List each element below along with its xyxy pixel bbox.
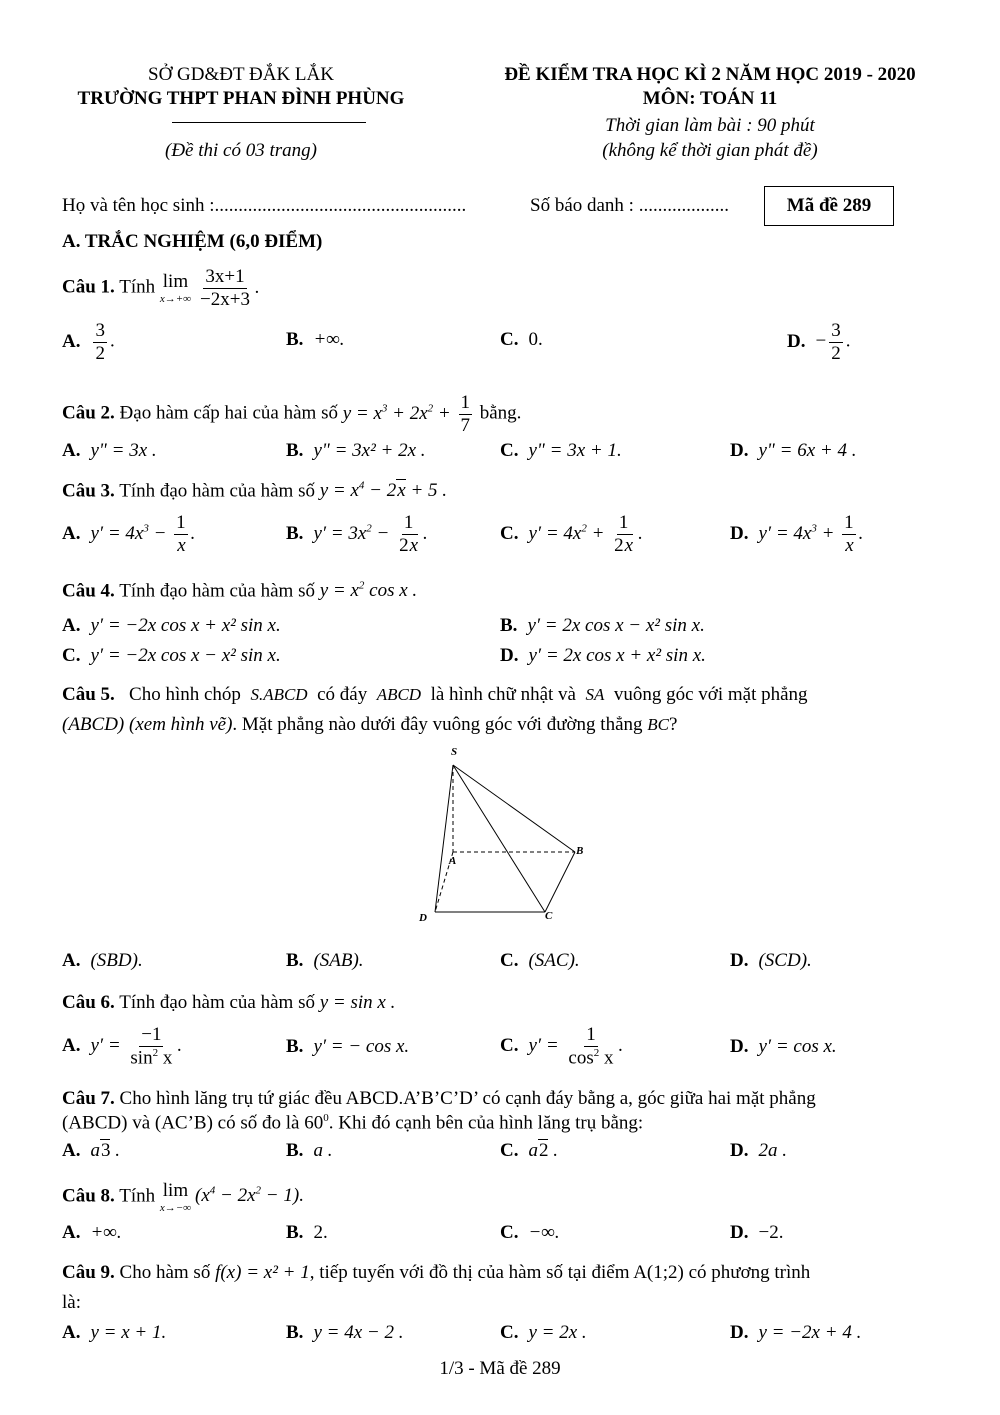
question-text: Tính — [119, 276, 156, 298]
question-7: Câu 7. Cho hình lăng trụ tứ giác đều ABCD.A’B’C’D’ có cạnh đáy bằng a, góc giữa hai mặt phẳng — [62, 1088, 816, 1109]
question-1 — [62, 266, 942, 311]
question-7-line2: (ABCD) và (AC’B) có số đo là $60^0$. Khi đó cạnh bên của hình lăng trụ bằng: — [62, 1112, 644, 1134]
q4-option-a[interactable]: A. y′ = −2x cos x + x² sin x. — [62, 615, 281, 636]
question-5: Câu 5. Cho hình chóp S.ABCD có đáy ABCD là hình chữ nhật và SA vuông góc với mặt phẳng — [62, 684, 808, 705]
q9-option-a[interactable]: A. y = x + 1. — [62, 1322, 167, 1343]
question-text: Tính đạo hàm của hàm số — [119, 992, 315, 1013]
exam-code-box — [764, 186, 894, 226]
q8-option-a[interactable]: A. +∞. — [62, 1222, 122, 1243]
function-expression: $y = x^4 - 2x + 5$ . — [319, 480, 448, 502]
page-footer: 1/3 - Mã đề 289 — [439, 1358, 561, 1379]
q2-option-a[interactable]: A. y" = 3x . — [62, 440, 157, 461]
q7-option-a[interactable]: A. a3 . — [62, 1140, 120, 1161]
question-label: Câu 4. — [62, 580, 115, 602]
exam-code: Mã đề 289 — [786, 194, 872, 216]
q8-option-d[interactable]: D. −2. — [730, 1222, 784, 1243]
question-5-line2: (ABCD) (xem hình vẽ). Mặt phẳng nào dưới đây vuông góc với đường thẳng BC? — [62, 714, 678, 735]
question-9: Câu 9. Cho hàm số f(x) = x² + 1, tiếp tuyến với đồ thị của hàm số tại điểm A(1;2) có phương trình — [62, 1262, 811, 1283]
function-expression: $y = x^3 + 2x^2$ + $\frac{1}{7}$ — [342, 392, 470, 436]
q6-option-a[interactable]: A. y′ = $\frac{-1}{\sin^2 x}$ . — [62, 1024, 183, 1069]
q4-option-b[interactable]: B. y′ = 2x cos x − x² sin x. — [500, 615, 705, 636]
question-label: Câu 6. — [62, 992, 115, 1013]
q8-option-c[interactable]: C. −∞. — [500, 1222, 560, 1243]
q9-option-b[interactable]: B. y = 4x − 2 . — [286, 1322, 404, 1343]
header-divider — [172, 122, 366, 123]
limit-expression: lim x→−∞ $(x^4 - 2x^2 - 1)$. — [159, 1180, 304, 1214]
fraction-numerator: 3x+1 — [205, 266, 245, 287]
department-name: SỞ GD&ĐT ĐẮK LẮK — [148, 64, 334, 85]
question-6 — [62, 992, 942, 1015]
q3-option-d[interactable]: D. $y' = 4x^3$ + $\frac{1}{x}$ . — [730, 512, 864, 556]
function-expression: $y = x^2$ cos x . — [319, 580, 418, 602]
question-label: Câu 3. — [62, 480, 115, 502]
question-text: Đạo hàm cấp hai của hàm số — [119, 402, 338, 424]
q3-option-c[interactable]: C. $y' = 4x^2$ + $\frac{1}{2x}$ . — [500, 512, 643, 556]
function-expression: y = sin x . — [319, 992, 396, 1013]
q7-option-b[interactable]: B. a . — [286, 1140, 333, 1161]
question-8 — [62, 1180, 942, 1214]
q3-option-a[interactable]: A. $y' = 4x^3$ − $\frac{1}{x}$ . — [62, 512, 196, 556]
edge-sc — [453, 765, 545, 912]
student-id-field[interactable]: Số báo danh : ................... — [530, 195, 729, 216]
edge-sd — [435, 765, 453, 912]
section-a-title: A. TRẮC NGHIỆM (6,0 ĐIỂM) — [62, 231, 323, 252]
question-text: Tính đạo hàm của hàm số — [119, 480, 315, 502]
function-expression: f(x) = x² + 1 — [215, 1262, 310, 1283]
question-3 — [62, 480, 942, 503]
limit-subscript: x→+∞ — [159, 293, 192, 306]
edge-cb — [545, 852, 575, 912]
question-9-line2: là: — [62, 1292, 81, 1313]
vertex-a-label: A — [449, 855, 457, 867]
q7-option-c[interactable]: C. a2 . — [500, 1140, 558, 1161]
question-4 — [62, 580, 942, 603]
limit-expression: lim x→+∞ $\frac{3x+1}{-2x+3}$ . — [159, 266, 260, 310]
q5-option-a[interactable]: A. (SBD). — [62, 950, 143, 971]
q1-option-b[interactable]: B. +∞. — [286, 329, 345, 350]
student-name-field[interactable]: Họ và tên học sinh :..................................................... — [62, 195, 467, 216]
q5-option-b[interactable]: B. (SAB). — [286, 950, 364, 971]
vertex-b-label: B — [576, 845, 584, 857]
question-label: Câu 8. — [62, 1185, 115, 1207]
q5-option-c[interactable]: C. (SAC). — [500, 950, 580, 971]
question-label: Câu 7. — [62, 1088, 115, 1109]
q4-option-d[interactable]: D. y′ = 2x cos x + x² sin x. — [500, 645, 706, 666]
question-label: Câu 2. — [62, 402, 115, 424]
exam-title: ĐỀ KIỂM TRA HỌC KÌ 2 NĂM HỌC 2019 - 2020 — [504, 64, 916, 85]
q8-option-b[interactable]: B. 2. — [286, 1222, 328, 1243]
vertex-c-label: C — [545, 910, 553, 922]
q4-option-c[interactable]: C. y′ = −2x cos x − x² sin x. — [62, 645, 281, 666]
q5-option-d[interactable]: D. (SCD). — [730, 950, 812, 971]
time-note: (không kể thời gian phát đề) — [602, 140, 818, 161]
q9-option-d[interactable]: D. y = −2x + 4 . — [730, 1322, 862, 1343]
question-label: Câu 1. — [62, 276, 115, 298]
q6-option-b[interactable]: B. y′ = − cos x. — [286, 1036, 410, 1057]
q6-option-d[interactable]: D. y′ = cos x. — [730, 1036, 837, 1057]
page-count-note: (Đề thi có 03 trang) — [165, 140, 317, 161]
q3-option-b[interactable]: B. $y' = 3x^2$ − $\frac{1}{2x}$ . — [286, 512, 428, 556]
question-tail: bằng. — [479, 402, 522, 424]
q1-option-a[interactable]: A. $\frac{3}{2}$ . — [62, 320, 115, 364]
q2-option-c[interactable]: C. y" = 3x + 1. — [500, 440, 622, 461]
vertex-d-label: D — [419, 912, 427, 924]
question-text: Tính — [119, 1185, 156, 1207]
q2-option-b[interactable]: B. y" = 3x² + 2x . — [286, 440, 426, 461]
time-limit: Thời gian làm bài : 90 phút — [605, 115, 815, 136]
q1-option-c[interactable]: C. 0. — [500, 329, 543, 350]
school-name: TRƯỜNG THPT PHAN ĐÌNH PHÙNG — [77, 88, 405, 109]
subject: MÔN: TOÁN 11 — [642, 88, 778, 109]
fraction-denominator: −2x+3 — [200, 288, 250, 310]
vertex-s-label: S — [451, 746, 458, 758]
question-text: Tính đạo hàm của hàm số — [119, 580, 315, 602]
question-2 — [62, 392, 942, 437]
edge-sb — [453, 765, 575, 852]
pyramid-figure — [405, 740, 605, 930]
question-label: Câu 5. — [62, 684, 115, 705]
q2-option-d[interactable]: D. y" = 6x + 4 . — [730, 440, 857, 461]
q9-option-c[interactable]: C. y = 2x . — [500, 1322, 587, 1343]
q6-option-c[interactable]: C. y′ = $\frac{1}{\cos^2 x}$ . — [500, 1024, 624, 1069]
q1-option-d[interactable]: D. − $\frac{3}{2}$ . — [787, 320, 851, 364]
question-label: Câu 9. — [62, 1262, 115, 1283]
q7-option-d[interactable]: D. 2a . — [730, 1140, 787, 1161]
